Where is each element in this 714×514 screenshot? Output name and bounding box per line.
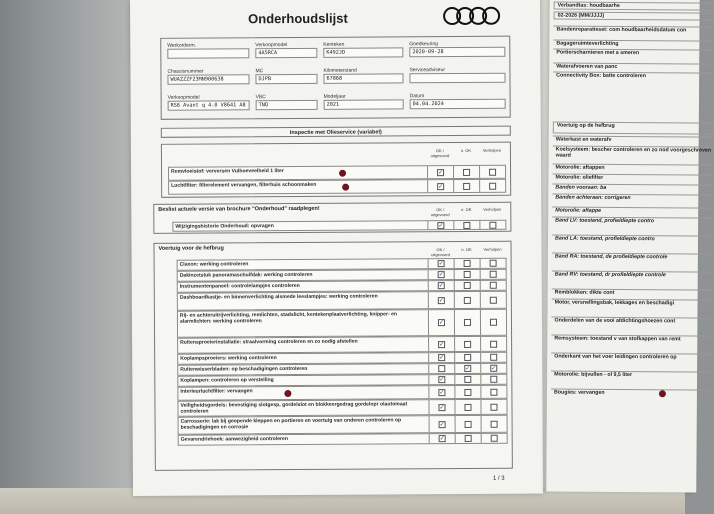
- page2-row: Onderdelen van de vooi afdichtingshoezen cont: [551, 317, 711, 336]
- checkbox-ok[interactable]: ✓: [438, 183, 444, 190]
- column-header-repaired: Verholpen: [483, 206, 502, 212]
- header-field-value: [167, 48, 249, 59]
- cell-nok: [454, 270, 480, 279]
- page2-row: Remblokken: dikte cont: [552, 289, 712, 300]
- checkbox-repaired[interactable]: [490, 296, 497, 303]
- checkbox-repaired[interactable]: [489, 221, 496, 228]
- checkbox-nok[interactable]: [463, 182, 470, 189]
- header-field-value: 2021: [324, 99, 404, 109]
- column-header-nok: n. OK: [460, 147, 472, 153]
- checklist-item-text: Rij- en achteruitrijverlichting, remlichten, stadslicht, kentekenplaatverlichting, knipper- en alarmlichten: werking controleren: [179, 311, 398, 325]
- page2-row: Banden achteraan: corrigeren: [552, 194, 712, 208]
- maintenance-sheet-page-1: [130, 0, 543, 496]
- checklist-item-text: Veiligheidsgordels: bevestiging slotgesp, gordelslot en blokkeergedrag gordelopr olautomaat controleren: [180, 401, 408, 415]
- header-field-label: Verkoopmodel: [167, 94, 200, 101]
- checkbox-nok[interactable]: [464, 271, 471, 278]
- cell-ok: [428, 353, 454, 362]
- header-field-label: Verkoopmodel: [255, 42, 288, 49]
- header-field-value: DJPB: [255, 74, 317, 84]
- checklist-row: [172, 220, 506, 232]
- column-header-ok: OK / uitgevoerd: [430, 207, 450, 218]
- page2-row: Koelsysteem: bescher controleren en zo nod voorgeschreven waard: [553, 146, 713, 165]
- checkbox-repaired[interactable]: [490, 354, 497, 361]
- checkbox-nok[interactable]: [463, 221, 470, 228]
- cell-nok: [454, 310, 480, 335]
- header-field-value: WUAZZZF23MN900638: [167, 74, 249, 85]
- checkbox-nok[interactable]: [465, 420, 472, 427]
- header-field: [409, 41, 505, 58]
- checklist-item-text: Carrosserie: lak bij geopende kleppen en portieren en voertuig van onderen controleren op beschadigingen en corrosie: [180, 417, 402, 431]
- page2-row: Connectivity Box: batte controleren: [553, 72, 713, 87]
- checklist-row: [178, 415, 508, 435]
- page2-row: Band LA: toestand, profieldiepte contro: [552, 235, 712, 254]
- checklist-item-text: Dashboardkastje- en binnenverlichting alsmede leeslampjes: werking controleren: [179, 293, 378, 301]
- checklist-row: [168, 179, 506, 195]
- header-field-value: 4A5RCA: [255, 48, 317, 58]
- checklist-item-text: Luchtfilter: filterelement vervangen, filterhuis schoonmaken: [171, 181, 317, 189]
- page2-row: Waterafvoeren van panc: [553, 63, 713, 73]
- column-header-ok: OK / uitgevoerd: [430, 148, 450, 159]
- checkbox-ok[interactable]: ✓: [438, 272, 444, 279]
- header-field-label: Serviceadviseur: [409, 67, 446, 74]
- page2-row: Band RA: toestand, de profieldiepte controle: [552, 253, 712, 272]
- vehicle-header-block: [160, 36, 510, 120]
- cell-ok: [427, 166, 453, 178]
- checkbox-ok[interactable]: [438, 365, 445, 372]
- red-mark-dot: [342, 184, 349, 191]
- page2-field: 02-2026 (MM/JJJJ): [554, 12, 714, 22]
- cell-ok: [428, 364, 454, 373]
- page2-row: Banden vooraan: ba: [552, 184, 712, 195]
- cell-nok: [454, 353, 480, 362]
- checklist-section-oil-service: [161, 142, 511, 198]
- checkbox-repaired[interactable]: [490, 319, 497, 326]
- cell-repaired: [479, 180, 505, 192]
- cell-repaired: [480, 259, 506, 268]
- cell-nok: [454, 386, 480, 398]
- checkbox-nok[interactable]: [464, 376, 471, 383]
- checklist-row: [177, 309, 507, 338]
- page-number: 1 / 3: [492, 475, 505, 482]
- cell-repaired: [480, 337, 506, 351]
- red-mark-dot: [284, 390, 291, 397]
- header-field: [255, 42, 317, 58]
- cell-repaired: [481, 416, 507, 432]
- checklist-row: [177, 291, 507, 311]
- cell-ok: [428, 400, 454, 414]
- checkbox-ok[interactable]: ✓: [439, 421, 445, 428]
- cell-repaired: [480, 386, 506, 398]
- header-field: [324, 93, 404, 109]
- cell-ok: [428, 310, 454, 335]
- checklist-item-text: Instrumentenpaneel: controlelampjes controleren: [179, 282, 300, 290]
- audi-logo: [443, 7, 503, 25]
- checkbox-ok[interactable]: ✓: [438, 283, 444, 290]
- cell-repaired: [480, 310, 506, 335]
- checkbox-ok[interactable]: ✓: [438, 169, 444, 176]
- checklist-item-text: Interieurluchtfilter: vervangen: [180, 388, 253, 395]
- checkbox-repaired[interactable]: [490, 271, 497, 278]
- header-field-label: Kilometerstand: [323, 67, 357, 74]
- column-header-ok: OK / uitgevoerd: [431, 247, 450, 258]
- page2-row: Motorolie: bijvullen - ol 9,5 liter: [551, 371, 711, 390]
- cell-ok: [429, 416, 455, 432]
- checklist-item-text: Claxon: werking controleren: [179, 261, 249, 268]
- page2-row: Waterkast en waterafv: [553, 136, 713, 147]
- cell-nok: [454, 292, 480, 308]
- cell-ok: [428, 337, 454, 351]
- header-field-value: [409, 73, 505, 84]
- header-field-value: 2020-09-28: [409, 47, 505, 58]
- header-field-value: RS6 Avant q 4.0 V8641 A8: [168, 100, 250, 111]
- page2-row: Bougies: vervangen: [551, 389, 711, 400]
- column-header-nok: n. OK: [461, 206, 472, 212]
- section-heading: Beslist actuele versie van brochure "Onderhoud" raadplegen!: [158, 205, 320, 213]
- header-field: [323, 41, 403, 57]
- page2-row: Band RV: toestand, dr profieldiepte controle: [552, 271, 712, 290]
- page2-row: Motorolie: oliefilter: [552, 174, 712, 185]
- checkbox-ok[interactable]: ✓: [439, 404, 445, 411]
- page2-row: Bandenreparatieset: com houdbaarheidsdatum con: [553, 26, 713, 41]
- header-field-label: Werkorderm.: [167, 42, 197, 49]
- checkbox-repaired[interactable]: [490, 340, 497, 347]
- cell-nok: [454, 400, 480, 414]
- checkbox-nok[interactable]: [464, 354, 471, 361]
- checklist-item-text: Ruitenwisserbladen: op beschadigingen controleren: [180, 365, 308, 373]
- checkbox-repaired[interactable]: [489, 168, 496, 175]
- checkbox-nok[interactable]: [463, 168, 470, 175]
- red-mark-dot: [659, 390, 666, 397]
- checklist-item-text: Gevarendriehoek: aanwezigheid controleren: [180, 436, 289, 443]
- header-field: [255, 68, 317, 84]
- cell-nok: [454, 259, 480, 268]
- section-heading: Voertuig voor de hefbrug: [158, 245, 224, 252]
- cell-repaired: [479, 166, 505, 178]
- checklist-item-text: Wijzigingshistorie Onderhoud: opvragen: [175, 223, 274, 230]
- checklist-item-text: Remvloeistof: verversen Vulhoeveelheid 1 liter: [171, 168, 284, 175]
- cell-ok: [428, 270, 454, 279]
- cell-repaired: [479, 221, 505, 229]
- checkbox-nok[interactable]: [464, 319, 471, 326]
- checkbox-ok[interactable]: ✓: [438, 261, 444, 268]
- cell-ok: [428, 259, 454, 268]
- header-field: [409, 67, 505, 84]
- checklist-item-text: Dakinzetstuk panoramaschuifdak: werking controleren: [179, 271, 313, 279]
- cell-ok: [428, 375, 454, 384]
- cell-nok: [455, 434, 481, 443]
- cell-ok: [427, 180, 453, 192]
- header-field: [167, 42, 249, 59]
- cell-ok: [428, 292, 454, 308]
- page2-row: Portierscharnieren met a smeren: [553, 49, 713, 64]
- header-field-value: 67868: [323, 73, 403, 83]
- checkbox-nok[interactable]: [464, 388, 471, 395]
- cell-repaired: [480, 364, 506, 373]
- cell-nok: [454, 375, 480, 384]
- checkbox-nok[interactable]: ✓: [465, 365, 471, 372]
- cell-repaired: [480, 270, 506, 279]
- checkbox-repaired[interactable]: [490, 282, 497, 289]
- column-header-repaired: Verholpen: [482, 147, 501, 153]
- header-field-label: Modeljaar: [323, 93, 346, 100]
- page2-row: Motor, versnellingsbak, lekkages en beschadigi: [551, 299, 711, 318]
- header-field-label: Chassisnummer: [167, 68, 204, 75]
- header-field: [167, 68, 249, 85]
- cell-nok: [455, 416, 481, 432]
- checkbox-repaired[interactable]: [490, 260, 497, 267]
- header-field-label: Goedkeuring: [409, 41, 438, 48]
- column-header-repaired: Verholpen: [483, 246, 502, 252]
- header-field: [256, 94, 318, 110]
- checkbox-nok[interactable]: [464, 403, 471, 410]
- header-field: [168, 94, 250, 111]
- checkbox-nok[interactable]: [464, 296, 471, 303]
- checklist-item-text: Koplampsproeiers: werking controleren: [180, 355, 277, 362]
- cell-nok: [453, 180, 479, 192]
- document-title: Onderhoudslijst: [248, 10, 348, 27]
- maintenance-sheet-page-2: [546, 0, 712, 493]
- header-field-label: Kenteken: [323, 41, 345, 48]
- page2-row: Motorolie: aftappe: [552, 207, 712, 218]
- checkbox-ok[interactable]: ✓: [438, 297, 444, 304]
- checklist-row: [178, 433, 508, 446]
- checkbox-nok[interactable]: [465, 435, 472, 442]
- header-field-value: TNQ: [256, 100, 318, 110]
- logo-ring-icon: [482, 7, 500, 25]
- checkbox-ok[interactable]: ✓: [438, 222, 444, 229]
- cell-repaired: [480, 292, 506, 308]
- page2-row: Bagageruimteverlichting: [553, 40, 713, 50]
- cell-repaired: [480, 281, 506, 290]
- header-field-value: 04.04.2024: [410, 99, 506, 110]
- cell-nok: [454, 281, 480, 290]
- checkbox-repaired[interactable]: ✓: [491, 365, 497, 372]
- checkbox-repaired[interactable]: [491, 435, 498, 442]
- page2-row: Band LV: toestand, profieldiepte contro: [552, 217, 712, 236]
- cell-repaired: [481, 434, 507, 443]
- header-field-label: VBC: [255, 94, 266, 101]
- checkbox-ok[interactable]: ✓: [439, 355, 445, 362]
- header-field: [410, 93, 506, 110]
- checkbox-repaired[interactable]: [490, 403, 497, 410]
- checklist-section-vehicle-before-lift: [153, 241, 512, 471]
- checkbox-nok[interactable]: [464, 260, 471, 267]
- checkbox-repaired[interactable]: [489, 182, 496, 189]
- page2-section-heading: Voertuig op de hefbrug: [553, 122, 713, 135]
- cell-repaired: [480, 353, 506, 362]
- red-mark-dot: [339, 170, 346, 177]
- checkbox-ok[interactable]: ✓: [439, 341, 445, 348]
- inspection-title: Inspectie met Olieservice (variabel): [289, 129, 382, 137]
- checkbox-ok[interactable]: ✓: [438, 320, 445, 327]
- background-left: [0, 0, 140, 514]
- checklist-item-text: Koplampen: controleren op verstelling: [180, 377, 274, 384]
- cell-repaired: [480, 400, 506, 414]
- header-field-label: MC: [255, 68, 264, 75]
- cell-repaired: [480, 375, 506, 384]
- checkbox-nok[interactable]: [464, 282, 471, 289]
- inspection-title-bar: [161, 126, 511, 138]
- cell-ok: [427, 221, 453, 229]
- cell-nok: [453, 166, 479, 178]
- checklist-item-text: Ruitensproeierinstallatie: straalvorming controleren en zo nodig afstellen: [180, 338, 358, 346]
- checkbox-repaired[interactable]: [490, 388, 497, 395]
- checkbox-repaired[interactable]: [491, 420, 498, 427]
- cell-nok: [454, 364, 480, 373]
- page2-field: Verbandtas: houdbaarhe: [554, 2, 714, 12]
- header-field-value: K492JD: [323, 47, 403, 57]
- checkbox-ok[interactable]: ✓: [439, 377, 445, 384]
- checkbox-nok[interactable]: [464, 340, 471, 347]
- header-field-label: Datum: [409, 93, 425, 100]
- cell-ok: [428, 281, 454, 290]
- checkbox-ok[interactable]: ✓: [439, 436, 445, 443]
- checkbox-repaired[interactable]: [490, 376, 497, 383]
- cell-ok: [428, 386, 454, 398]
- page2-row: Onderkant van het voer leidingen controleren op: [551, 353, 711, 372]
- header-field: [323, 67, 403, 83]
- column-header-nok: n. OK: [461, 246, 472, 252]
- checklist-section-brochure: [153, 202, 511, 234]
- page2-row: Motorolie: aftappen: [552, 164, 712, 175]
- page2-row: Remsysteem: toestand v van stofkappen van remt: [551, 335, 711, 354]
- cell-nok: [454, 337, 480, 351]
- cell-ok: [429, 434, 455, 443]
- cell-nok: [453, 221, 479, 229]
- checkbox-ok[interactable]: ✓: [439, 389, 445, 396]
